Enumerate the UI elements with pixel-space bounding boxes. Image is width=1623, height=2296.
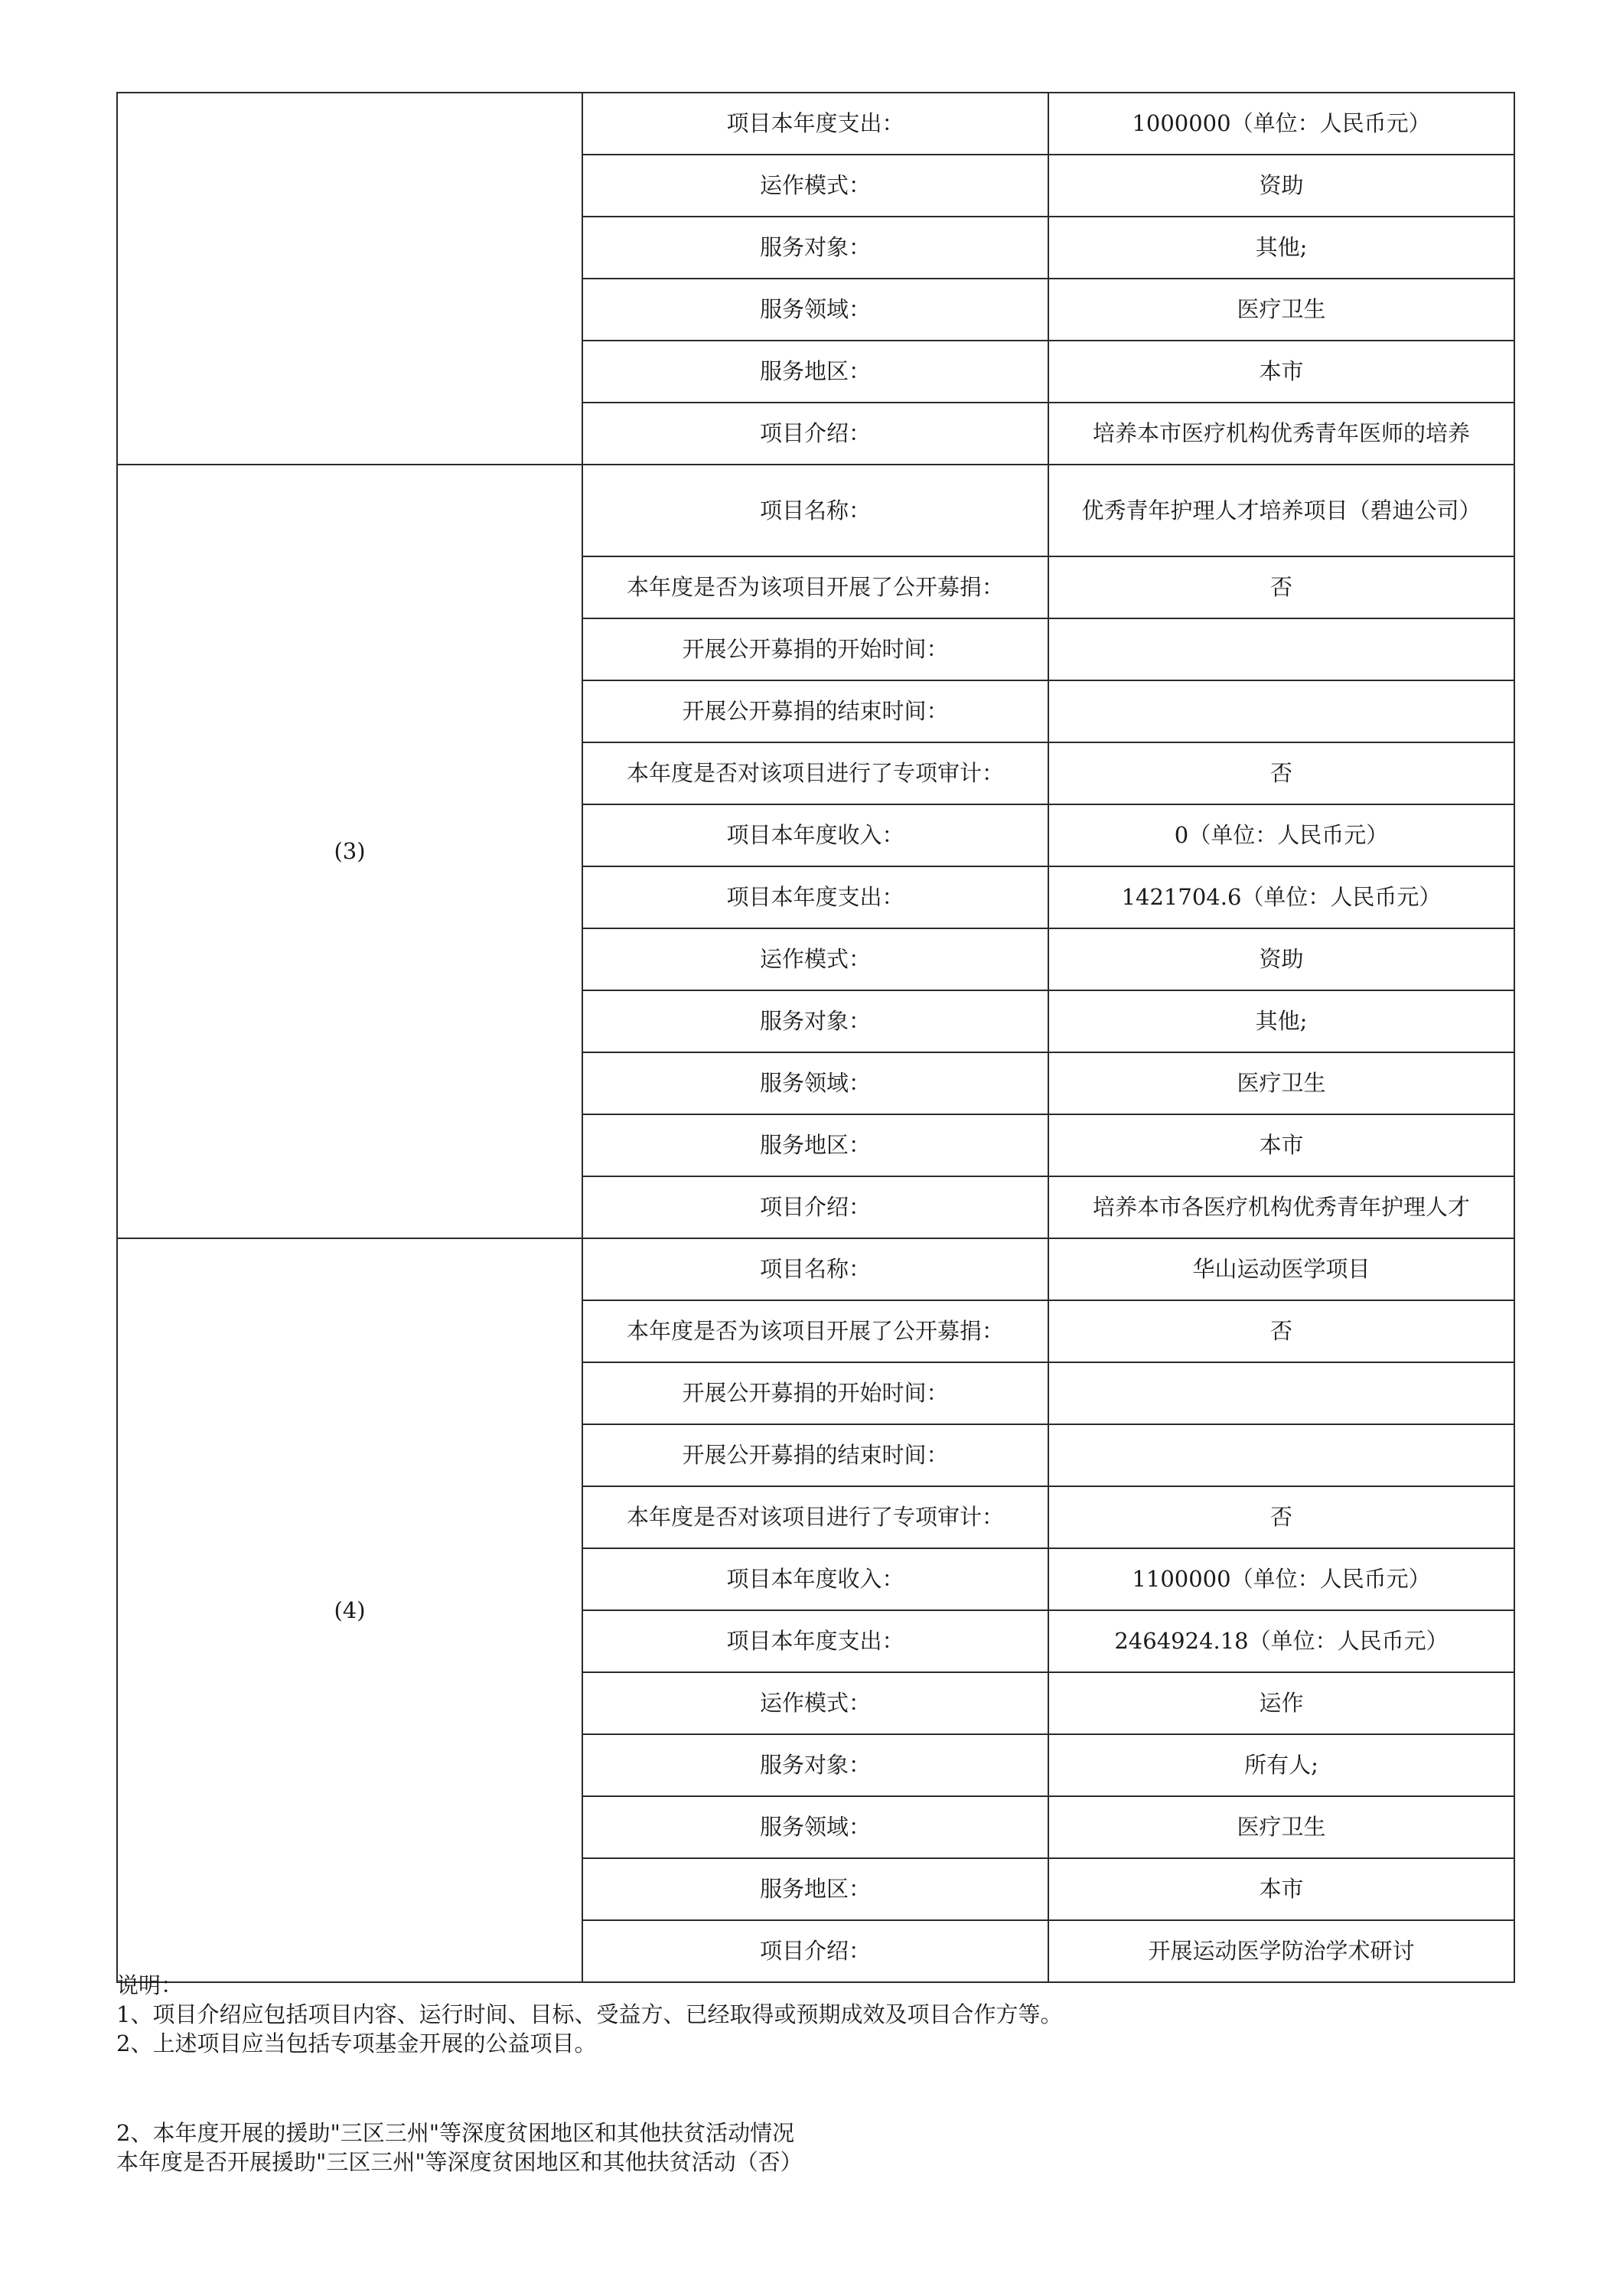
field-label-cell: 项目介绍： — [582, 1920, 1048, 1982]
field-value-cell: 医疗卫生 — [1048, 1796, 1514, 1858]
field-label-cell: 运作模式： — [582, 928, 1048, 990]
field-label-cell: 服务领域： — [582, 1052, 1048, 1114]
field-label-cell: 服务对象： — [582, 990, 1048, 1052]
field-value-cell: 资助 — [1048, 155, 1514, 217]
field-label-cell: 开展公开募捐的结束时间： — [582, 680, 1048, 742]
field-value-cell: 本市 — [1048, 1858, 1514, 1920]
field-value-cell: 2464924.18（单位：人民币元） — [1048, 1610, 1514, 1672]
field-label-cell: 项目本年度支出： — [582, 1610, 1048, 1672]
field-value-cell: 医疗卫生 — [1048, 1052, 1514, 1114]
notes-item-2: 2、上述项目应当包括专项基金开展的公益项目。 — [116, 2030, 597, 2056]
field-value-cell: 1421704.6（单位：人民币元） — [1048, 866, 1514, 928]
section-statement: 本年度是否开展援助"三区三州"等深度贫困地区和其他扶贫活动（否） — [116, 2149, 803, 2175]
field-label-cell: 开展公开募捐的开始时间： — [582, 1362, 1048, 1424]
field-value-cell: 否 — [1048, 742, 1514, 804]
field-label-cell: 服务对象： — [582, 217, 1048, 279]
project-index-cell: (4) — [117, 1238, 582, 1982]
project-index-cell — [117, 93, 582, 465]
poverty-section — [116, 2118, 1514, 2177]
field-label-cell: 运作模式： — [582, 1672, 1048, 1734]
field-value-cell: 运作 — [1048, 1672, 1514, 1734]
field-label-cell: 服务领域： — [582, 279, 1048, 341]
field-label-cell: 项目名称： — [582, 465, 1048, 556]
field-value-cell: 本市 — [1048, 1114, 1514, 1176]
field-label-cell: 服务对象： — [582, 1734, 1048, 1796]
field-value-cell: 培养本市各医疗机构优秀青年护理人才 — [1048, 1176, 1514, 1238]
notes-heading: 说明： — [116, 1972, 184, 1998]
field-value-cell: 其他; — [1048, 990, 1514, 1052]
field-value-cell — [1048, 1424, 1514, 1486]
field-value-cell: 所有人; — [1048, 1734, 1514, 1796]
project-details-table — [116, 92, 1515, 1983]
field-label-cell: 项目本年度收入： — [582, 1548, 1048, 1610]
table-row — [117, 1238, 1514, 1300]
field-value-cell: 1000000（单位：人民币元） — [1048, 93, 1514, 155]
field-value-cell: 培养本市医疗机构优秀青年医师的培养 — [1048, 403, 1514, 465]
field-value-cell: 华山运动医学项目 — [1048, 1238, 1514, 1300]
field-label-cell: 本年度是否为该项目开展了公开募捐： — [582, 1300, 1048, 1362]
table-row — [117, 93, 1514, 155]
field-value-cell — [1048, 618, 1514, 680]
field-label-cell: 项目本年度支出： — [582, 93, 1048, 155]
field-label-cell: 项目本年度收入： — [582, 804, 1048, 866]
field-value-cell: 否 — [1048, 1300, 1514, 1362]
field-label-cell: 服务地区： — [582, 1114, 1048, 1176]
field-label-cell: 服务领域： — [582, 1796, 1048, 1858]
notes-block — [116, 1971, 1514, 2058]
field-value-cell: 否 — [1048, 1486, 1514, 1548]
field-value-cell: 开展运动医学防治学术研讨 — [1048, 1920, 1514, 1982]
field-value-cell: 1100000（单位：人民币元） — [1048, 1548, 1514, 1610]
field-label-cell: 服务地区： — [582, 341, 1048, 403]
field-label-cell: 本年度是否对该项目进行了专项审计： — [582, 742, 1048, 804]
field-value-cell: 0（单位：人民币元） — [1048, 804, 1514, 866]
field-value-cell: 优秀青年护理人才培养项目（碧迪公司） — [1048, 465, 1514, 556]
field-label-cell: 服务地区： — [582, 1858, 1048, 1920]
field-label-cell: 开展公开募捐的开始时间： — [582, 618, 1048, 680]
field-label-cell: 项目介绍： — [582, 403, 1048, 465]
field-label-cell: 本年度是否对该项目进行了专项审计： — [582, 1486, 1048, 1548]
field-value-cell — [1048, 1362, 1514, 1424]
field-value-cell: 其他; — [1048, 217, 1514, 279]
notes-item-1: 1、项目介绍应包括项目内容、运行时间、目标、受益方、已经取得或预期成效及项目合作方等。 — [116, 2001, 1063, 2027]
section-heading: 2、本年度开展的援助"三区三州"等深度贫困地区和其他扶贫活动情况 — [116, 2120, 795, 2146]
field-label-cell: 本年度是否为该项目开展了公开募捐： — [582, 556, 1048, 618]
field-value-cell — [1048, 680, 1514, 742]
field-label-cell: 项目本年度支出： — [582, 866, 1048, 928]
field-value-cell: 本市 — [1048, 341, 1514, 403]
field-value-cell: 资助 — [1048, 928, 1514, 990]
field-value-cell: 否 — [1048, 556, 1514, 618]
table-row — [117, 465, 1514, 556]
field-label-cell: 项目介绍： — [582, 1176, 1048, 1238]
field-value-cell: 医疗卫生 — [1048, 279, 1514, 341]
field-label-cell: 开展公开募捐的结束时间： — [582, 1424, 1048, 1486]
field-label-cell: 项目名称： — [582, 1238, 1048, 1300]
project-index-cell: (3) — [117, 465, 582, 1238]
field-label-cell: 运作模式： — [582, 155, 1048, 217]
